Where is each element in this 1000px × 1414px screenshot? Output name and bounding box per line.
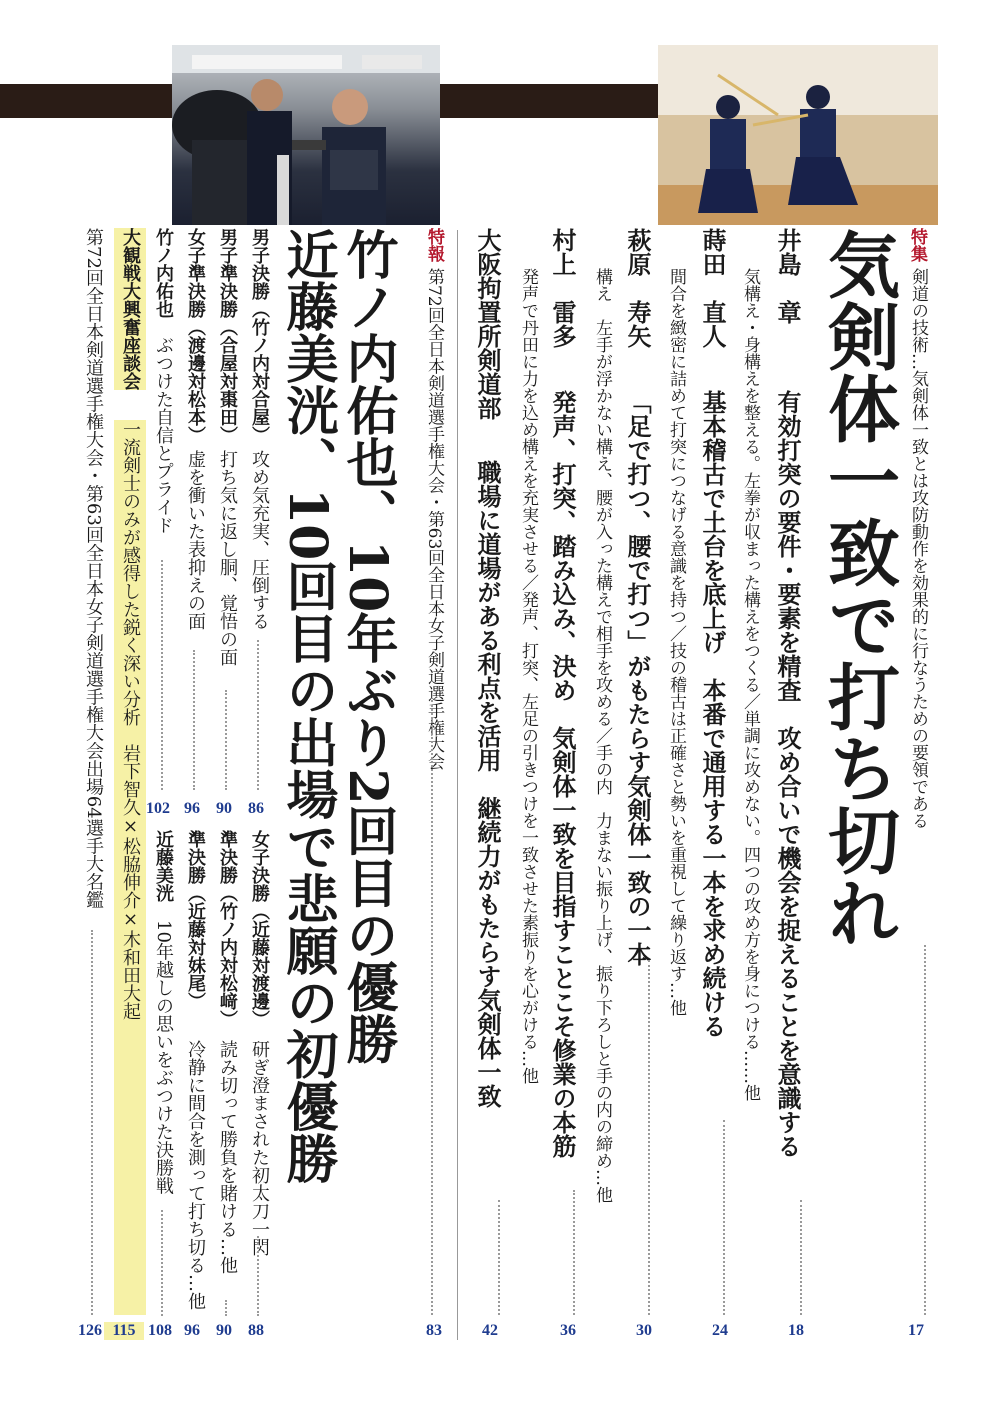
page-number-men-final[interactable]: 86	[248, 800, 264, 817]
leader-dots	[225, 690, 227, 790]
feature-intro: 剣道の技術…気剣体一致とは攻防動作を効果的に行なうための要領である	[908, 268, 928, 829]
page-number-men-semifinal-2[interactable]: 90	[216, 800, 232, 817]
match-label-takenouchi: 竹ノ内佑也	[153, 228, 174, 318]
match-label-women-semifinal: 準決勝（近藤対妹尾）	[185, 830, 206, 1010]
entry-author-4: 村上 雷多	[548, 228, 576, 348]
page-number-takenouchi[interactable]: 102	[146, 800, 170, 817]
special-report-title-1: 竹ノ内佑也、10年ぶり2回目の優勝	[337, 228, 398, 1065]
header-banner-middle	[440, 84, 658, 118]
header-banner-left	[0, 84, 172, 118]
section-divider	[457, 230, 458, 1340]
match-desc-women-semifinal: 冷静に間合を測って打ち切る…他	[185, 1040, 206, 1310]
page-number-men-semifinal[interactable]: 90	[216, 1322, 232, 1339]
entry-headline-2: 基本稽古で土台を底上げ 本番で通用する一本を求め続ける	[698, 390, 727, 1038]
match-label-women-final: 女子決勝（近藤対渡邊）	[249, 830, 270, 1028]
special-report-intro: 第72回全日本剣道選手権大会・第63回全日本女子剣道選手権大会	[424, 268, 444, 771]
page-number-meikan[interactable]: 126	[78, 1322, 102, 1339]
leader-dots	[573, 1190, 575, 1315]
photo-interview	[172, 45, 440, 225]
special-report-title-2: 近藤美洸、10回目の出場で悲願の初優勝	[277, 228, 338, 1185]
entry-sub-1: 気構え・身構えを整える。左拳が収まった構えをつくる／単調に攻めない。四つの攻め方を身につける……他	[740, 268, 760, 1101]
feature-tag: 特集	[907, 228, 927, 262]
leader-dots	[648, 960, 650, 1315]
match-desc-women-semifinal-2: 虚を衝いた表抑えの面	[185, 450, 206, 630]
match-desc-men-semifinal-2: 打ち気に返し胴、覚悟の面	[217, 450, 238, 666]
entry-headline-1: 有効打突の要件・要素を精査 攻め合いで機会を捉えることを意識する	[773, 390, 802, 1158]
leader-dots	[924, 945, 926, 1315]
match-label-kondo: 近藤美洸	[153, 830, 174, 902]
match-desc-men-semifinal: 読み切って勝負を賭ける…他	[217, 1040, 238, 1274]
page-number-entry-1[interactable]: 18	[788, 1322, 804, 1339]
special-report-tag: 特報	[424, 228, 444, 262]
taidan-label: 大観戦大興奮座談会	[114, 228, 146, 390]
page-number-entry-5[interactable]: 42	[482, 1322, 498, 1339]
entry-sub-2: 間合を緻密に詰めて打突につなげる意識を持つ／技の稽古は正確さと勢いを重視して繰り返す…他	[666, 268, 686, 1016]
match-label-women-semifinal-2: 女子準決勝（渡邊対松本）	[185, 228, 206, 444]
entry-sub-4: 発声で丹田に力を込め構えを充実させる／発声、打突、左足の引きつけを一致させた素振りを心がける…他	[518, 268, 538, 1084]
photo-kendo-match	[658, 45, 938, 225]
entry-headline-3: 「足で打つ、腰で打つ」がもたらす気剣体一致の一本	[623, 390, 652, 966]
leader-dots	[225, 1300, 227, 1316]
leader-dots	[800, 1200, 802, 1315]
leader-dots	[161, 560, 163, 790]
match-desc-takenouchi: ぶつけた自信とプライド	[153, 336, 174, 534]
page-number-women-semifinal[interactable]: 96	[184, 1322, 200, 1339]
leader-dots	[161, 1210, 163, 1316]
page-number-women-final[interactable]: 88	[248, 1322, 264, 1339]
match-desc-kondo: 10年越しの思いをぶつけた決勝戦	[153, 920, 174, 1195]
entry-headline-5: 職場に道場がある利点を活用 継続力がもたらす気剣体一致	[473, 460, 502, 1108]
leader-dots	[193, 650, 195, 790]
kendo-photo-illustration	[658, 45, 938, 225]
page-number-entry-3[interactable]: 30	[636, 1322, 652, 1339]
meikan-desc: 第72回全日本剣道選手権大会・第63回全日本女子剣道選手権大会出場64選手大名鑑	[83, 228, 104, 909]
entry-sub-3: 構え 左手が浮かない構え、腰が入った構えで相手を攻める／手の内 力まない振り上げ、振り下ろしと手の内の締め…他	[592, 268, 612, 1203]
entry-author-3: 萩原 寿矢	[623, 228, 651, 348]
page-number-kondo[interactable]: 108	[148, 1322, 172, 1339]
leader-dots	[257, 640, 259, 790]
feature-title: 気剣体一致で打ち切れ	[816, 228, 901, 948]
match-label-men-semifinal-2: 男子準決勝（合屋対棗田）	[217, 228, 238, 444]
page-number-taidan[interactable]: 115	[104, 1322, 144, 1340]
page-number-entry-4[interactable]: 36	[560, 1322, 576, 1339]
leader-dots	[257, 1236, 259, 1316]
entry-headline-4: 発声、打突、踏み込み、決め 気剣体一致を目指すことこそ修業の本筋	[548, 390, 577, 1158]
leader-dots	[431, 700, 433, 1315]
taidan-desc: 一流剣士のみが感得した鋭く深い分析 岩下智久×松脇伸介×木和田大起	[114, 420, 146, 1315]
match-label-men-final: 男子決勝（竹ノ内対合屋）	[249, 228, 270, 444]
match-desc-men-final: 攻め気充実、圧倒する	[249, 450, 270, 630]
entry-author-5: 大阪拘置所剣道部	[473, 228, 501, 420]
entry-author-1: 井島 章	[773, 228, 801, 324]
page-number-women-semifinal-2[interactable]: 96	[184, 800, 200, 817]
page-number-entry-2[interactable]: 24	[712, 1322, 728, 1339]
leader-dots	[498, 1200, 500, 1315]
leader-dots	[723, 1120, 725, 1315]
match-desc-women-final: 研ぎ澄まされた初太刀一閃	[249, 1040, 270, 1256]
entry-author-2: 蒔田 直人	[698, 228, 726, 348]
match-label-men-semifinal: 準決勝（竹ノ内対松﨑）	[217, 830, 238, 1028]
page-number-special-report[interactable]: 83	[426, 1322, 442, 1339]
interview-photo-illustration	[172, 45, 440, 225]
page-number-feature[interactable]: 17	[908, 1322, 924, 1339]
leader-dots	[91, 930, 93, 1315]
